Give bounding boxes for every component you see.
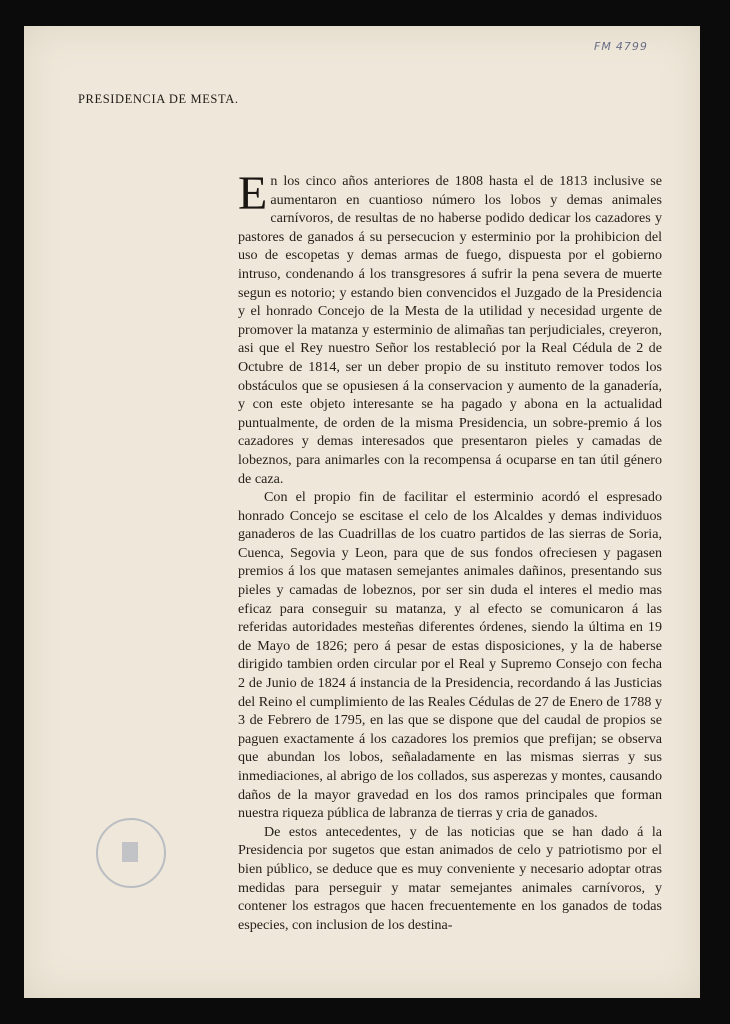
drop-cap: E [238,167,268,220]
paragraph-2: Con el propio fin de facilitar el esterminio acordó el espresado honrado Concejo se escitase el celo de los Alcaldes y demas individuos ganaderos de las Cuadrillas de los cuatro partidos de las sierras de Soria, Cuenca, Segovia y Leon, para que de sus fondos ofreciesen y pagasen premios á los que matasen semejantes animales dañinos, presentando sus pieles y camadas de lobeznos, por ser sin duda el interes el medio mas eficaz para conseguir su matanza, y al efecto se comunicaron á las referidas autoridades mesteñas diferentes órdenes, siendo la última en 19 de Mayo de 1826; pero á pesar de estas disposiciones, y la de haberse dirigido tambien orden circular por el Real y Supremo Consejo con fecha 2 de Junio de 1824 á instancia de la Presidencia, recordando á las Justicias del Reino el cumplimiento de las Reales Cédulas de 27 de Enero de 1788 y 3 de Febrero de 1795, en las que se dispone que del caudal de propios se paguen exactamente á los cazadores los premios que prefijan; se observa que abundan los lobos, señaladamente en las mismas sierras y sus inmediaciones, al abrigo de los collados, sus asperezas y montes, causando daños de la mayor gravedad en los dos ramos principales que forman nuestra riqueza pública de labranza de tierras y cria de ganados. [238,489,662,822]
paragraph-1-text: n los cinco años anteriores de 1808 hasta el de 1813 inclusive se aumentaron en cuantioso número los lobos y demas animales carnívoros, de resultas de no haberse podido dedicar los cazadores y pastores de ganados á su persecucion y esterminio por la prohibicion del uso de escopetas y demas armas de fuego, dispuesta por el gobierno intruso, condenando á los transgresores á sufrir la pena severa de muerte segun es notorio; y estando bien convencidos el Juzgado de la Presidencia y el honrado Concejo de la Mesta de la utilidad y necesidad urgente de promover la matanza y esterminio de alimañas tan perjudiciales, creyeron, asi que el Rey nuestro Señor los restableció por la Real Cédula de 2 de Octubre de 1814, ser un deber propio de su instituto remover todos los obstáculos que se opusiesen á la conservacion y aumento de la ganadería, y con este objeto interesante se ha pagado y abona en la actualidad puntualmente, de orden de la misma Presidencia, un sobre-premio á los cazadores y demas interesados que presentaron pieles y camadas de lobeznos, para animarles con la recompensa á ocuparse en tan útil género de caza. [238,173,662,487]
document-body [238,167,662,934]
library-stamp [96,818,166,888]
shelfmark-prefix: FM [594,40,612,53]
handwritten-shelfmark [594,40,652,64]
paragraph-1 [238,167,662,488]
shelfmark-number: 4799 [615,40,648,53]
paragraph-3: De estos antecedentes, y de las noticias que se han dado á la Presidencia por sugetos que estan animados de celo y patriotismo por el bien público, se deduce que es muy conveniente y necesario adoptar otras medidas para perseguir y matar semejantes animales carnívoros, y contener los estragos que hacen frecuentemente en los ganados de todas especies, con inclusion de los destina- [238,823,662,933]
document-heading: PRESIDENCIA DE MESTA. [78,92,239,106]
